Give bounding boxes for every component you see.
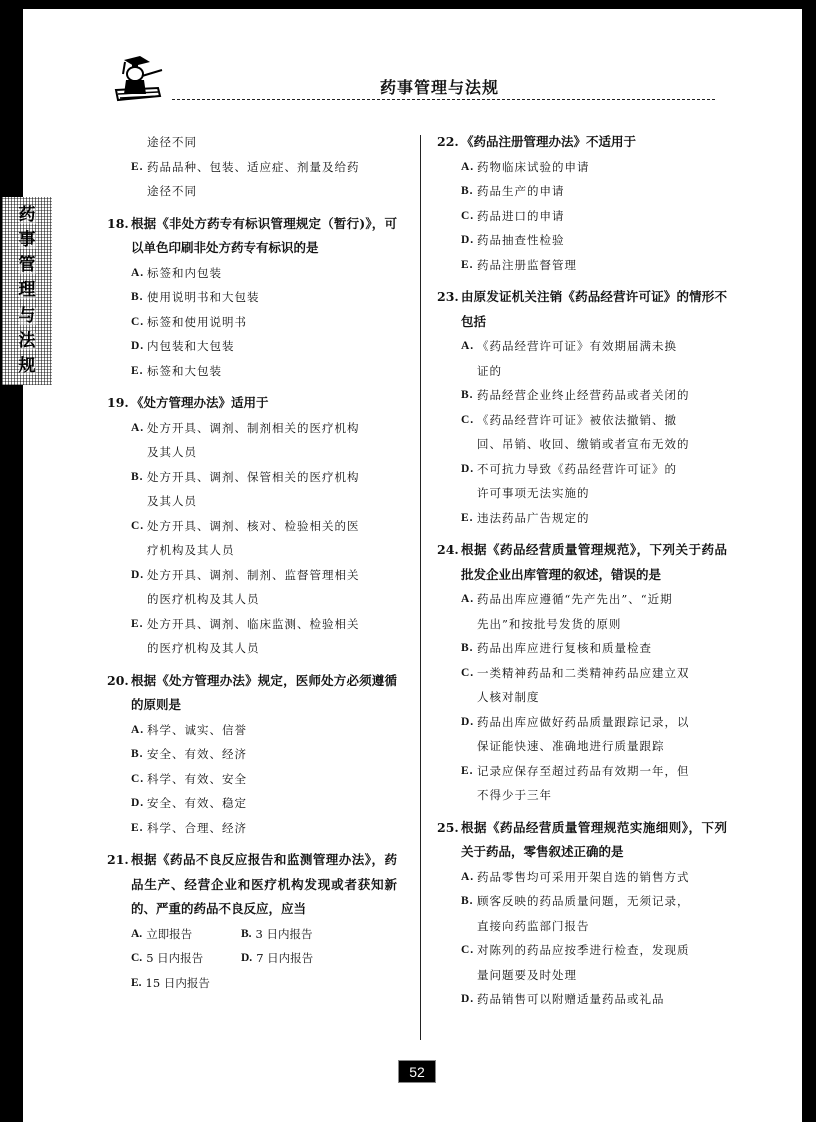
option-a [131,922,241,947]
option-key: D. [241,952,253,964]
option-key: E. [131,160,144,173]
side-tab-char: 管 [18,255,36,276]
side-tab-char: 理 [18,280,36,301]
option-key: D. [131,797,145,809]
option-e [437,506,727,531]
option-key: C. [131,772,145,785]
question-stem: 由原发证机关注销《药品经营许可证》的情形不包括 [461,289,727,329]
option-a [107,718,397,743]
option-continuation: 的医疗机构及其人员 [147,592,260,606]
option-text: 处方开具、调剂、制剂相关的医疗机构 [147,420,360,435]
option-e [107,155,397,180]
option-key: A. [131,723,145,736]
option-c [437,661,727,686]
option-text: 处方开具、调剂、临床监测、检验相关 [147,616,360,631]
option-text: 药品零售均可采用开架自选的销售方式 [477,869,690,884]
option-text: 科学、合理、经济 [147,820,247,835]
option-text: 记录应保存至超过药品有效期一年，但 [477,763,690,778]
option-text: 药品出库应遵循“先产先出”、“近期 [477,592,673,606]
option-e [107,359,397,384]
option-text: 对陈列的药品应按季进行检查，发现质 [477,943,690,957]
page-header [110,42,715,107]
question-stem: 《处方管理办法》适用于 [131,395,269,410]
question-stem: 根据《药品不良反应报告和监测管理办法》，药品生产、经营企业和医疗机构发现或者获知新的、严重的药品不良反应，应当 [131,852,397,916]
option-continuation: 先出”和按批号发货的原则 [477,616,622,631]
option-text: 不可抗力导致《药品经营许可证》的 [477,461,677,476]
option-key: E. [131,617,144,630]
option-b [107,285,397,310]
option-text: 5 日内报告 [146,951,204,965]
option-text: 《药品经营许可证》被依法撤销、撤 [477,412,677,427]
question-number: 20. [107,672,129,688]
option-continuation: 途径不同 [147,135,197,149]
option-key: C. [461,209,475,222]
question-stem: 《药品注册管理办法》不适用于 [461,134,637,149]
question-number: 24. [437,542,459,557]
option-text: 《药品经营许可证》有效期届满未换 [477,339,677,353]
question-19 [107,391,397,661]
option-c [437,938,727,963]
option-text: 3 日内报告 [255,926,313,941]
option-key: A. [131,421,145,434]
option-text: 安全、有效、稳定 [147,796,247,810]
side-tab-char: 法 [18,330,36,351]
option-c [437,204,727,229]
option-key: C. [461,944,475,956]
option-a [107,261,397,286]
option-continuation: 保证能快速、准确地进行质量跟踪 [477,739,665,753]
question-stem: 根据《药品经营质量管理规范》，下列关于药品批发企业出库管理的叙述，错误的是 [461,542,727,582]
option-e [107,612,397,637]
option-d [437,710,727,735]
option-text: 药物临床试验的申请 [477,159,590,174]
option-b [437,889,727,914]
option-text: 药品经营企业终止经营药品或者关闭的 [477,388,690,402]
option-a [437,865,727,890]
question-stem: 根据《药品经营质量管理规范实施细则》，下列关于药品，零售叙述正确的是 [461,819,727,859]
option-key: D. [131,340,145,352]
option-e [131,971,241,996]
option-b [437,179,727,204]
option-text: 处方开具、调剂、制剂、监督管理相关 [147,567,360,582]
question-stem: 根据《处方管理办法》规定，医师处方必须遵循的原则是 [131,672,397,712]
question-number: 18. [107,215,129,231]
running-header-title: 药事管理与法规 [380,78,500,97]
question-23 [437,285,727,530]
option-key: B. [461,895,474,907]
chapter-side-tab [2,197,52,385]
question-number: 21. [107,852,129,867]
side-tab-char: 药 [18,205,36,226]
side-tab-char: 规 [18,355,36,376]
option-text: 药品出库应做好药品质量跟踪记录，以 [477,714,690,729]
option-continuation: 疗机构及其人员 [147,543,235,557]
side-tab-char: 与 [18,305,36,326]
option-text: 标签和大包装 [147,363,222,378]
option-continuation: 直接向药监部门报告 [477,918,590,933]
option-text: 立即报告 [146,926,193,941]
option-key: D. [461,234,475,246]
option-text: 药品进口的申请 [477,208,565,223]
question-21 [107,848,397,995]
option-key: D. [461,462,475,475]
option-key: E. [461,258,474,271]
option-text: 药品销售可以附赠适量药品或礼品 [477,992,665,1006]
option-key: E. [461,511,474,524]
option-key: D. [461,993,475,1005]
option-d [437,457,727,482]
option-continuation: 量问题要及时处理 [477,967,577,982]
option-text: 科学、有效、安全 [147,771,247,786]
continued-question [107,130,397,204]
option-c [131,946,241,971]
option-key: A. [461,593,475,605]
option-continuation: 及其人员 [147,494,197,508]
left-column [107,130,397,995]
question-number: 25. [437,819,459,835]
question-24 [437,538,727,808]
question-stem: 根据《非处方药专有标识管理规定（暂行)》，可以单色印刷非处方药专有标识的是 [131,215,397,255]
option-key: B. [461,185,474,197]
option-text: 处方开具、调剂、核对、检验相关的医 [147,518,360,533]
question-22 [437,130,727,277]
option-text: 药品生产的申请 [477,184,565,198]
page-number: 52 [398,1060,436,1083]
option-text: 药品注册监督管理 [477,257,577,272]
option-text: 顾客反映的药品质量问题，无须记录， [477,894,690,908]
option-key: D. [131,568,145,581]
option-text: 使用说明书和大包装 [147,290,260,304]
side-tab-char: 事 [18,230,36,251]
option-key: C. [131,519,145,532]
option-key: B. [131,291,144,303]
option-e [107,816,397,841]
option-continuation: 的医疗机构及其人员 [147,641,260,655]
option-text: 内包装和大包装 [147,339,235,353]
option-key: B. [461,642,474,654]
option-text: 一类精神药品和二类精神药品应建立双 [477,665,690,680]
option-continuation: 许可事项无法实施的 [477,486,590,500]
option-key: A. [461,160,475,173]
column-divider [420,135,421,1040]
option-key: E. [131,976,142,989]
option-c [107,310,397,335]
option-continuation: 途径不同 [147,184,197,198]
option-key: A. [131,927,143,940]
option-text: 药品抽查性检验 [477,233,565,247]
option-a [437,587,727,612]
option-key: B. [241,927,252,940]
option-b [107,742,397,767]
option-c [437,408,727,433]
option-text: 药品品种、包装、适应症、剂量及给药 [147,159,360,174]
option-key: C. [461,666,475,679]
option-key: C. [461,413,475,426]
option-c [107,514,397,539]
option-key: E. [461,764,474,777]
option-d [437,987,727,1012]
option-key: A. [131,266,145,279]
question-number: 19. [107,395,129,410]
question-20 [107,669,397,841]
option-e [437,759,727,784]
question-18 [107,212,397,384]
option-text: 15 日内报告 [145,975,210,990]
option-text: 7 日内报告 [256,951,314,965]
option-text: 科学、诚实、信誉 [147,722,247,737]
option-a [437,334,727,359]
options-grid [107,922,397,996]
option-b [241,922,351,947]
option-text: 处方开具、调剂、保管相关的医疗机构 [147,469,360,484]
option-continuation: 回、吊销、收回、缴销或者宣布无效的 [477,437,690,451]
option-d [437,228,727,253]
right-column [437,130,727,1012]
option-key: A. [461,870,475,883]
option-b [437,636,727,661]
option-text: 标签和使用说明书 [147,314,247,329]
question-25 [437,816,727,1012]
option-text: 安全、有效、经济 [147,747,247,761]
option-d [107,791,397,816]
option-key: C. [131,952,143,964]
option-key: A. [461,340,475,352]
option-d [241,946,351,971]
question-number: 22. [437,134,459,149]
option-d [107,334,397,359]
question-number: 23. [437,289,459,304]
header-dashed-rule [172,99,715,100]
option-key: B. [131,470,144,483]
option-e [437,253,727,278]
option-continuation: 证的 [477,363,502,378]
option-key: E. [131,821,144,834]
option-c [107,767,397,792]
option-key: C. [131,315,145,328]
option-text: 药品出库应进行复核和质量检查 [477,641,652,655]
option-continuation: 人核对制度 [477,690,540,704]
option-a [437,155,727,180]
scholar-books-icon [110,54,166,104]
option-key: E. [131,364,144,377]
option-text: 标签和内包装 [147,265,222,280]
option-a [107,416,397,441]
option-key: B. [461,389,474,401]
option-continuation: 及其人员 [147,445,197,459]
option-d [107,563,397,588]
option-key: D. [461,715,475,728]
option-b [107,465,397,490]
option-text: 违法药品广告规定的 [477,510,590,525]
option-b [437,383,727,408]
option-key: B. [131,748,144,760]
option-continuation: 不得少于三年 [477,788,552,802]
